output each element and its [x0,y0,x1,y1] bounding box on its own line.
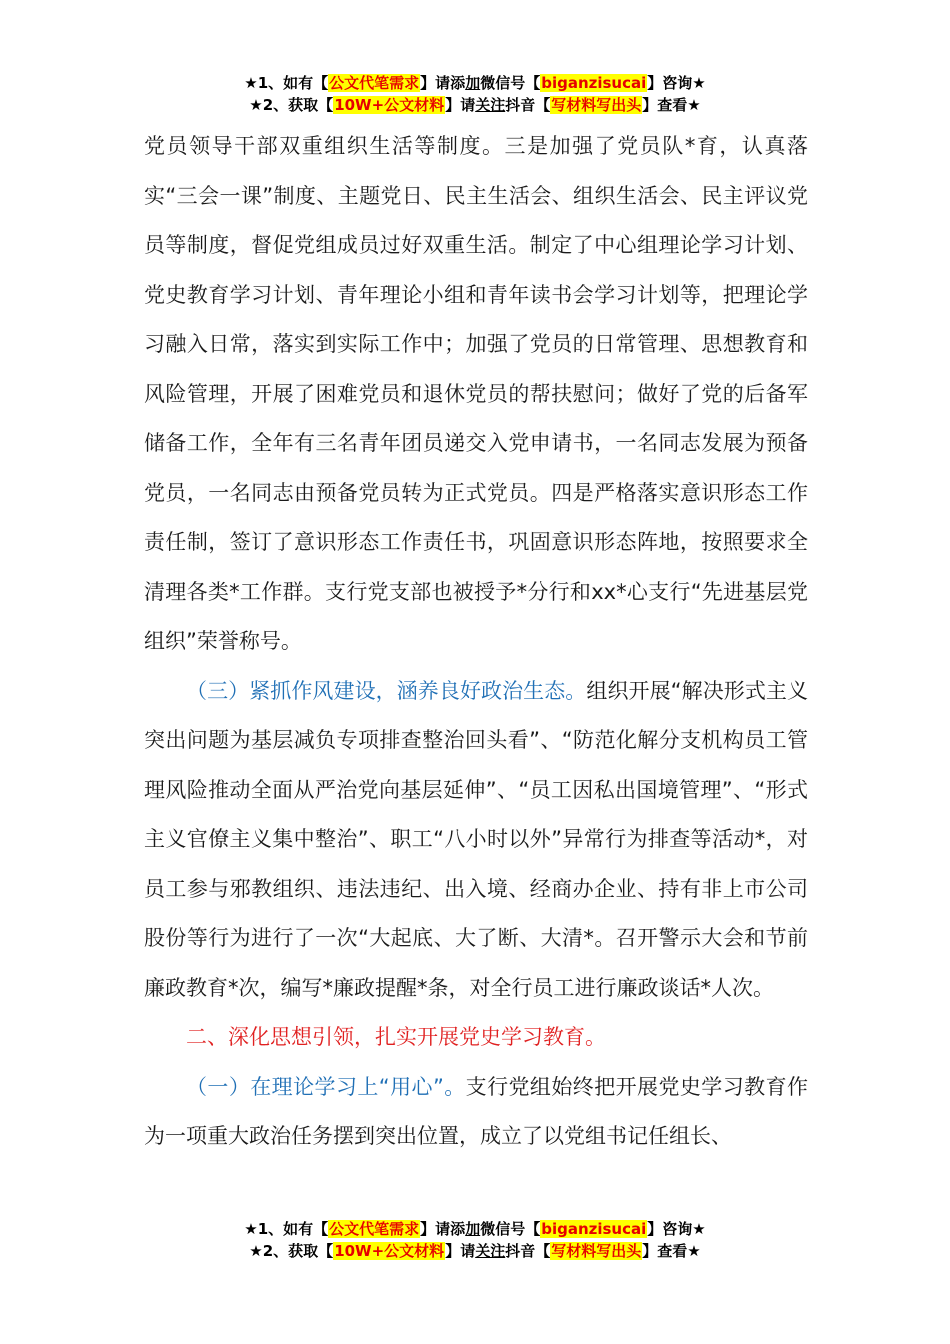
banner-line-1 [0,72,950,94]
banner-text: 】请 [445,96,476,114]
paragraph-2 [144,667,808,1014]
star-icon: ★ [244,74,258,92]
banner-text: 】请添 [420,1220,466,1238]
banner-emphasis: 关注 [475,1242,506,1260]
banner-text: 抖音【 [505,1242,551,1260]
banner-highlight: biganzisucai [541,74,647,92]
banner-text: 1、如有【 [257,74,329,92]
banner-text: 2、获取【 [262,1242,334,1260]
banner-text: 微信号【 [480,1220,541,1238]
star-icon: ★ [244,1220,258,1238]
banner-text: 抖音【 [505,96,551,114]
banner-text: 微信号【 [480,74,541,92]
star-icon: ★ [249,96,263,114]
document-body [144,122,808,1162]
subsection-heading: （三）紧抓作风建设，涵养良好政治生态。 [186,678,587,703]
paragraph-text: 支行党组始终把开展党史学习教育作为一项重大政治任务摆到突出位置，成立了以党组书记任组长、 [144,1074,808,1148]
banner-emphasis: 加 [465,74,481,92]
banner-text: 】请 [445,1242,476,1260]
banner-text: 】咨询★ [647,74,706,92]
paragraph-1: 党员领导干部双重组织生活等制度。三是加强了党员队*育，认真落实“三会一课”制度、主题党日、民主生活会、组织生活会、民主评议党员等制度，督促党组成员过好双重生活。制定了中心组理论学习计划、党史教育学习计划、青年理论小组和青年读书会学习计划等，把理论学习融入日常，落实到实际工作中；加强了党员的日常管理、思想教育和风险管理，开展了困难党员和退休党员的帮扶慰问；做好了党的后备军储备工作，全年有三名青年团员递交入党申请书，一名同志发展为预备党员，一名同志由预备党员转为正式党员。四是严格落实意识形态工作责任制，签订了意识形态工作责任书，巩固意识形态阵地，按照要求全清理各类*工作群。支行党支部也被授予*分行和xx*心支行“先进基层党组织”荣誉称号。 [144,134,808,653]
banner-highlight: 10W+公文材料 [334,1242,445,1260]
banner-emphasis: 加 [465,1220,481,1238]
paragraph-text: 组织开展“解决形式主义突出问题为基层减负专项排查整治回头看”、“防范化解分支机构员工管理风险推动全面从严治党向基层延伸”、“员工因私出国境管理”、“形式主义官僚主义集中整治”、职工“八小时以外”异常行为排查等活动*，对员工参与邪教组织、违法违纪、出入境、经商办企业、持有非上市公司股份等行为进行了一次“大起底、大了断、大清*。召开警示大会和节前廉政教育*次，编写*廉政提醒*条，对全行员工进行廉政谈话*人次。 [144,678,808,1000]
banner-text: 2、获取【 [262,96,334,114]
banner-highlight: 公文代笔需求 [329,74,420,92]
banner-highlight: 写材料写出头 [551,1242,642,1260]
star-icon: ★ [249,1242,263,1260]
header-banner [0,72,950,116]
banner-text: 】查看★ [642,96,701,114]
banner-highlight: 10W+公文材料 [334,96,445,114]
banner-text: 1、如有【 [257,1220,329,1238]
paragraph-3 [144,1063,808,1162]
section-heading: 二、深化思想引领，扎实开展党史学习教育。 [186,1025,606,1049]
footer-banner [0,1218,950,1262]
banner-line-1 [0,1218,950,1240]
subsection-heading: （一）在理论学习上“用心”。 [186,1074,466,1099]
banner-line-2 [0,94,950,116]
banner-text: 】查看★ [642,1242,701,1260]
banner-highlight: biganzisucai [541,1220,647,1238]
banner-emphasis: 关注 [475,96,506,114]
banner-line-2 [0,1240,950,1262]
banner-highlight: 公文代笔需求 [329,1220,420,1238]
banner-text: 】咨询★ [647,1220,706,1238]
banner-text: 】请添 [420,74,466,92]
banner-highlight: 写材料写出头 [551,96,642,114]
